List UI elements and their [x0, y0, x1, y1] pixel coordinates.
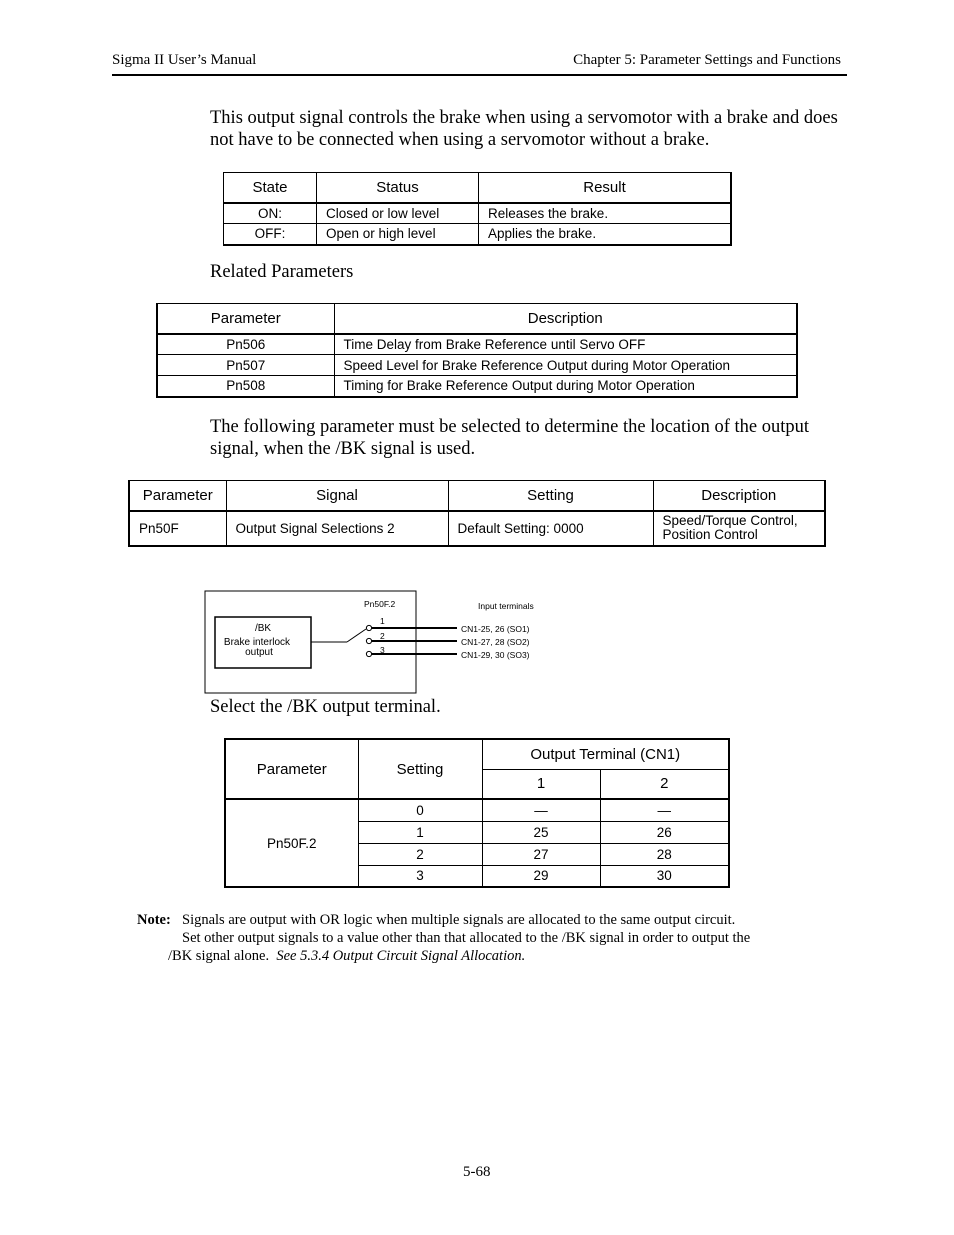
cell-setting: 2	[358, 843, 482, 865]
table-row	[224, 203, 732, 224]
cell-result: Applies the brake.	[479, 224, 732, 245]
cell-parameter: Pn50F	[129, 511, 226, 546]
cell-setting: 3	[358, 865, 482, 887]
input-terminals-title: Input terminals	[478, 601, 534, 611]
position-label-3: 3	[380, 645, 385, 655]
table-row	[224, 224, 732, 245]
cell-description: Timing for Brake Reference Output during Motor Operation	[334, 376, 797, 397]
cell-setting: 1	[358, 821, 482, 843]
cell-parameter: Pn507	[157, 355, 334, 376]
cell-terminal-2: 28	[600, 843, 729, 865]
cell-state: ON:	[224, 203, 317, 224]
state-table	[223, 172, 732, 246]
cell-setting: Default Setting: 0000	[448, 511, 653, 546]
switch-contact-2	[366, 638, 371, 643]
header-status: Status	[317, 173, 479, 203]
cell-parameter: Pn508	[157, 376, 334, 397]
terminal-label-2: CN1-27, 28 (SO2)	[461, 637, 530, 647]
pn50f-parameter-table	[128, 480, 826, 547]
cell-parameter: Pn506	[157, 334, 334, 355]
note-line-1: Signals are output with OR logic when multiple signals are allocated to the same output circuit.	[182, 912, 736, 928]
header-description: Description	[653, 481, 825, 511]
brake-output-diagram	[204, 590, 544, 696]
cell-signal: Output Signal Selections 2	[226, 511, 448, 546]
related-parameters-table	[156, 303, 798, 398]
note-label: Note:	[137, 912, 171, 928]
header-parameter: Parameter	[157, 304, 334, 334]
terminal-label-3: CN1-29, 30 (SO3)	[461, 650, 530, 660]
position-label-1: 1	[380, 616, 385, 626]
note-line-3-text: /BK signal alone.	[168, 948, 277, 964]
header-signal: Signal	[226, 481, 448, 511]
cell-description: Speed Level for Brake Reference Output during Motor Operation	[334, 355, 797, 376]
header-terminal-1: 1	[482, 769, 600, 799]
header-terminal-2: 2	[600, 769, 729, 799]
table-header-row	[129, 481, 825, 511]
table-header-row	[225, 739, 729, 769]
table-header-row	[224, 173, 732, 203]
cell-description	[653, 511, 825, 546]
output-terminal-table	[224, 738, 730, 888]
cell-status: Closed or low level	[317, 203, 479, 224]
intro-line-1: This output signal controls the brake when using a servomotor with a brake and does	[210, 108, 838, 128]
switch-blade	[347, 629, 366, 642]
cell-state: OFF:	[224, 224, 317, 245]
position-label-2: 2	[380, 631, 385, 641]
related-parameters-heading: Related Parameters	[210, 262, 354, 282]
header-setting: Setting	[448, 481, 653, 511]
table-row	[157, 334, 797, 355]
cell-terminal-2: 30	[600, 865, 729, 887]
cell-terminal-1: 29	[482, 865, 600, 887]
cell-terminal-1: 25	[482, 821, 600, 843]
cell-terminal-2: —	[600, 799, 729, 821]
header-manual-title: Sigma II User’s Manual	[112, 52, 257, 68]
header-result: Result	[479, 173, 732, 203]
header-rule	[112, 74, 847, 76]
switch-label: Pn50F.2	[364, 599, 396, 609]
header-parameter: Parameter	[129, 481, 226, 511]
header-parameter: Parameter	[225, 739, 358, 799]
following-paragraph	[210, 416, 809, 460]
header-description: Description	[334, 304, 797, 334]
cell-status: Open or high level	[317, 224, 479, 245]
cell-parameter: Pn50F.2	[225, 799, 358, 887]
note-line-3	[168, 947, 525, 965]
desc-line-2: Position Control	[662, 527, 758, 542]
following-line-2: signal, when the /BK signal is used.	[210, 439, 476, 459]
box-label-bk: /BK	[254, 623, 272, 634]
header-output-terminal: Output Terminal (CN1)	[482, 739, 729, 769]
cell-terminal-1: —	[482, 799, 600, 821]
table-row	[157, 355, 797, 376]
box-label-output: output	[245, 647, 273, 658]
desc-line-1: Speed/Torque Control,	[662, 513, 798, 528]
intro-line-2: not have to be connected when using a servomotor without a brake.	[210, 130, 710, 150]
cell-setting: 0	[358, 799, 482, 821]
select-terminal-caption: Select the /BK output terminal.	[210, 697, 441, 717]
table-row	[157, 376, 797, 397]
cell-terminal-1: 27	[482, 843, 600, 865]
table-header-row	[157, 304, 797, 334]
cell-description: Time Delay from Brake Reference until Servo OFF	[334, 334, 797, 355]
header-chapter-title: Chapter 5: Parameter Settings and Functions	[573, 52, 841, 68]
cell-terminal-2: 26	[600, 821, 729, 843]
header-state: State	[224, 173, 317, 203]
switch-contact-3	[366, 651, 371, 656]
header-setting: Setting	[358, 739, 482, 799]
table-row	[129, 511, 825, 546]
switch-contact-1	[366, 625, 371, 630]
note-line-2: Set other output signals to a value other than that allocated to the /BK signal in order to output the	[182, 930, 751, 946]
box-label-brake-interlock: Brake interlock	[223, 637, 291, 648]
note-cross-reference: See 5.3.4 Output Circuit Signal Allocation.	[276, 948, 526, 964]
page-number: 5-68	[463, 1164, 491, 1180]
cell-result: Releases the brake.	[479, 203, 732, 224]
following-line-1: The following parameter must be selected to determine the location of the output	[210, 417, 810, 437]
intro-paragraph	[210, 107, 838, 151]
table-row	[225, 799, 729, 821]
note-body	[182, 911, 750, 947]
terminal-label-1: CN1-25, 26 (SO1)	[461, 624, 530, 634]
